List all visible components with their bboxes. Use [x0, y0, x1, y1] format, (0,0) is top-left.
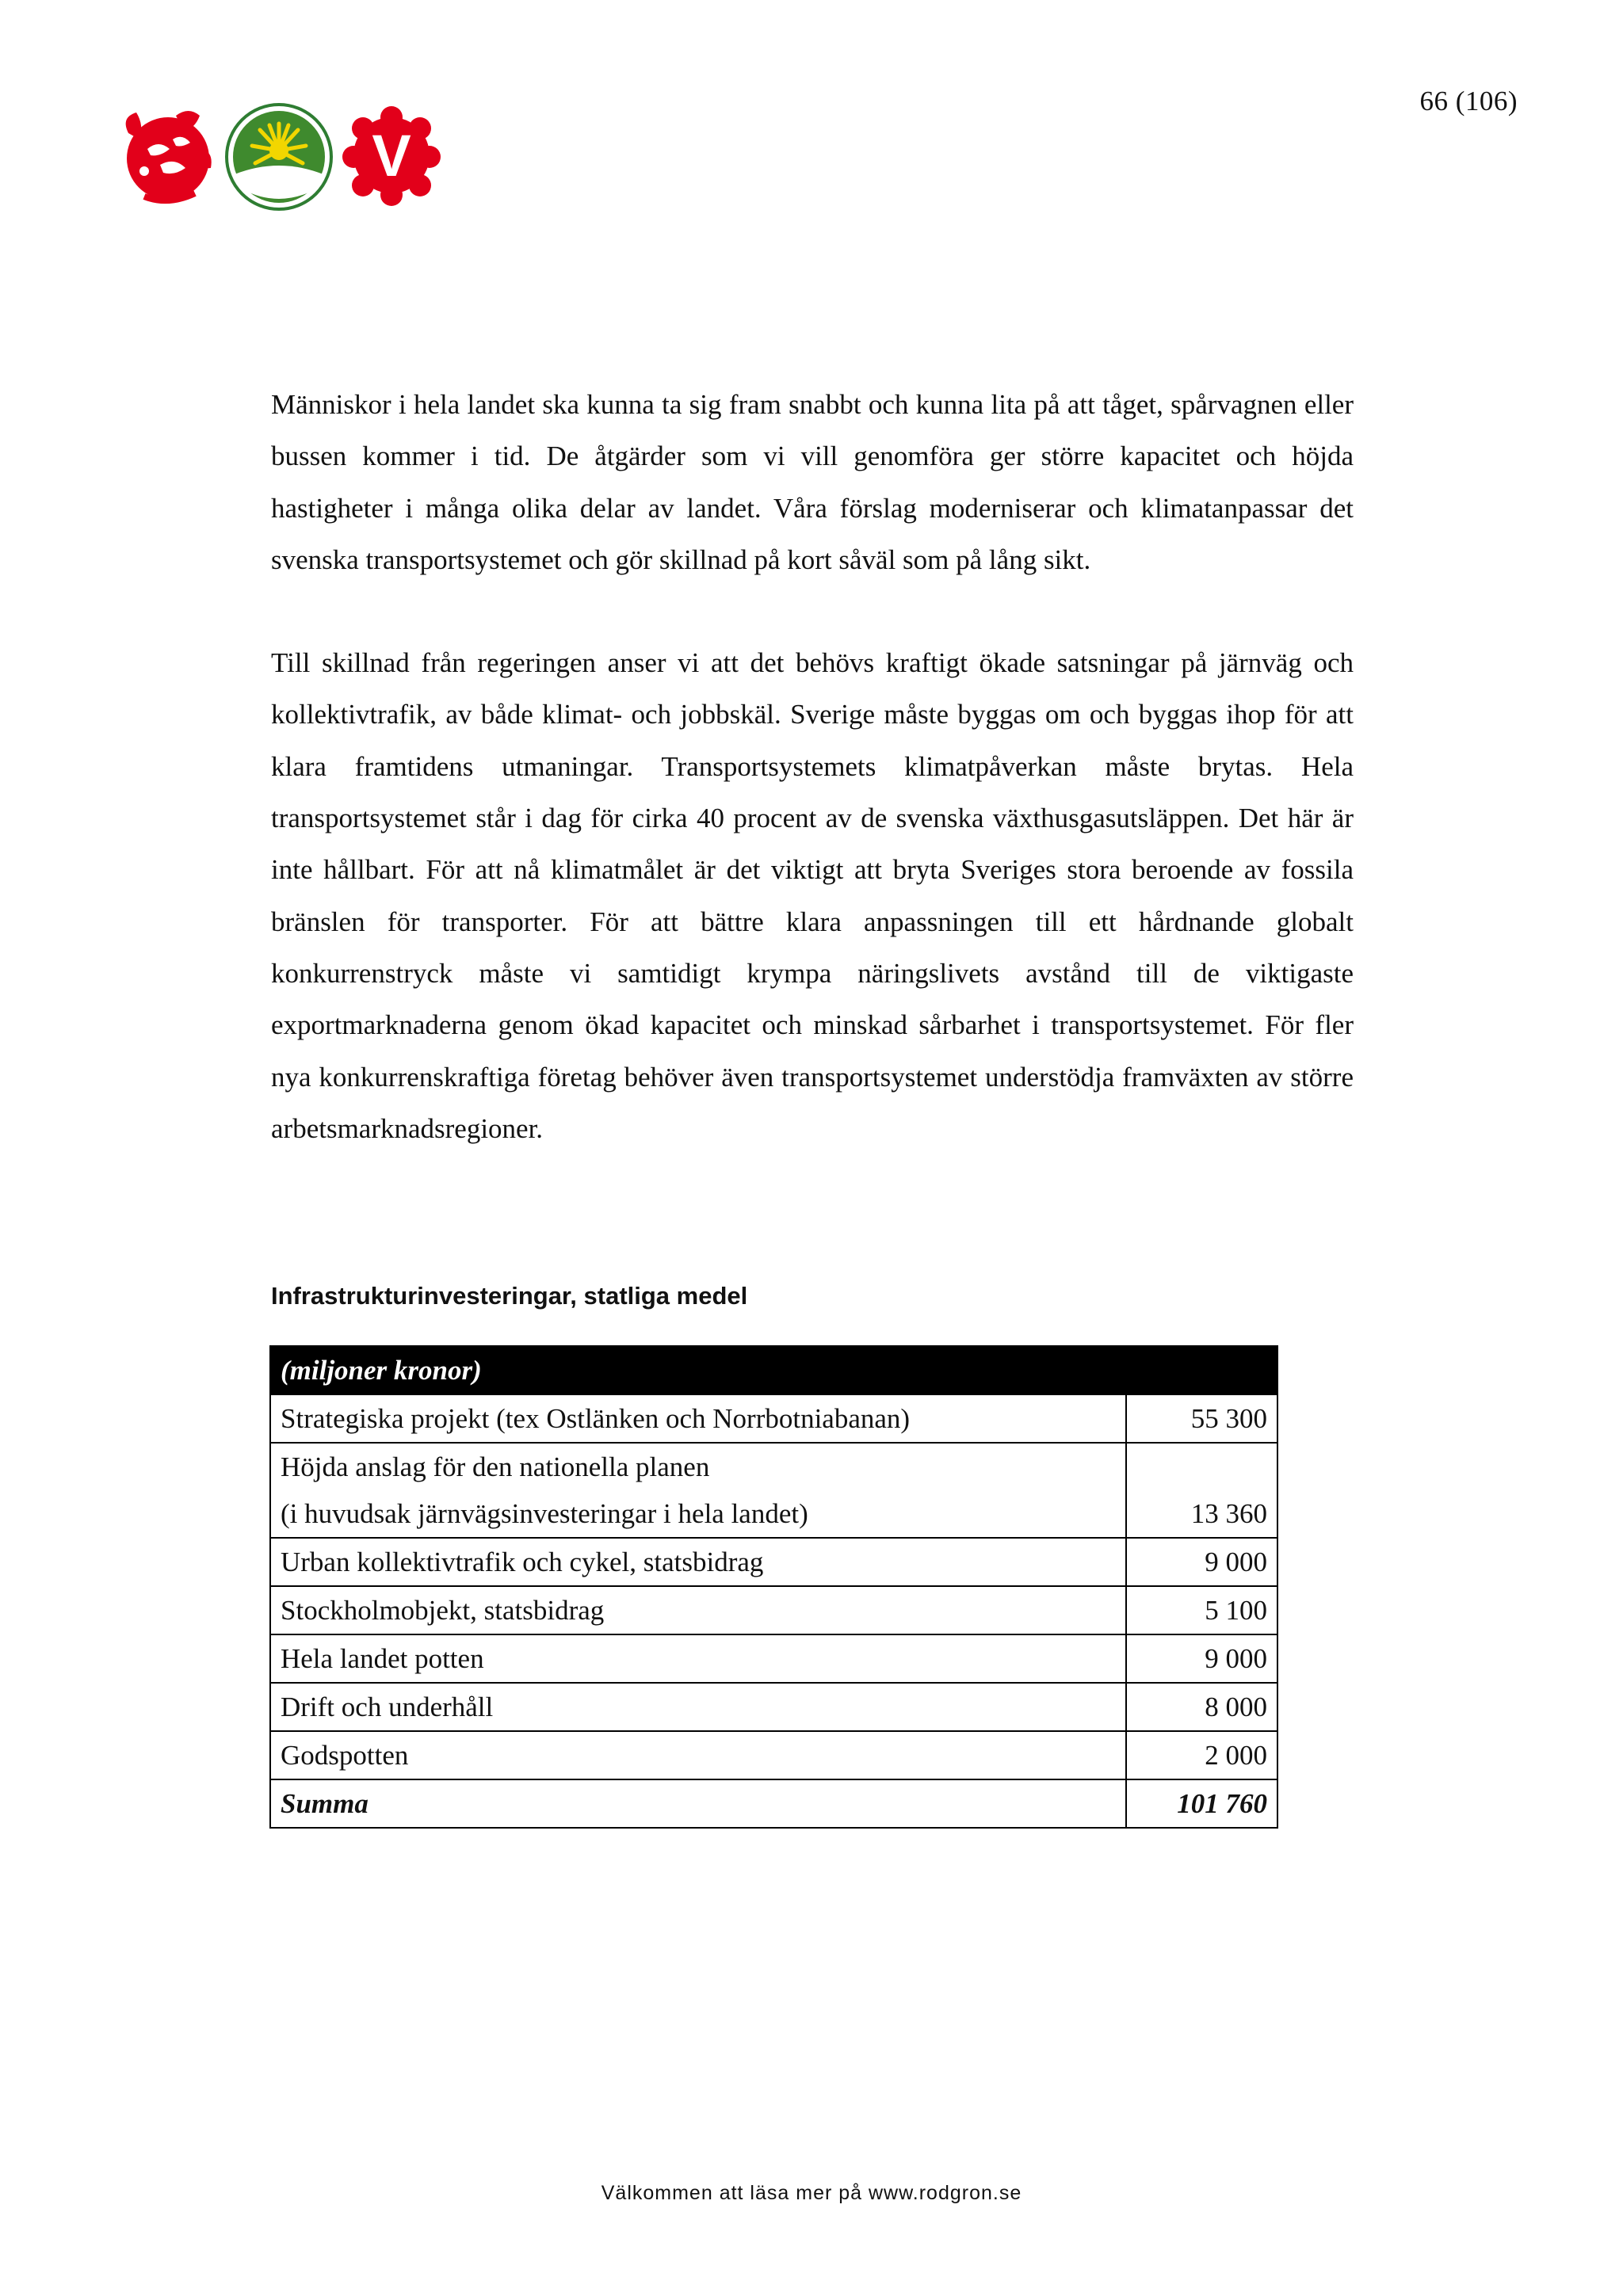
row-value: 2 000 [1126, 1731, 1277, 1779]
table-row [270, 1731, 1277, 1779]
page-number: 66 (106) [1419, 86, 1518, 116]
infrastructure-table [269, 1345, 1278, 1829]
row-label: Hela landet potten [270, 1634, 1126, 1683]
svg-text:V: V [372, 123, 411, 189]
body-text [271, 379, 1354, 1206]
sum-label: Summa [270, 1779, 1126, 1828]
paragraph: Människor i hela landet ska kunna ta sig fram snabbt och kunna lita på att tåget, spårvagnen eller bussen kommer i tid. De åtgärder som vi vill genomföra ger större kapacitet och höjda hastigheter i många olika delar av landet. Våra förslag moderniserar och klimatanpassar det svenska transportsystemet och gör skillnad på kort såväl som på lång sikt. [271, 389, 1354, 575]
table-header-row [270, 1346, 1277, 1394]
table-title: Infrastrukturinvesteringar, statliga medel [271, 1282, 748, 1310]
table-row [270, 1538, 1277, 1586]
rose-logo-icon [113, 101, 216, 212]
dandelion-logo-icon [223, 101, 334, 212]
row-value: 9 000 [1126, 1634, 1277, 1683]
row-label: Godspotten [270, 1731, 1126, 1779]
row-value: 55 300 [1126, 1394, 1277, 1443]
table-row [270, 1394, 1277, 1443]
row-value: 9 000 [1126, 1538, 1277, 1586]
table-row [270, 1443, 1277, 1538]
v-logo-icon [341, 101, 442, 209]
table-row [270, 1586, 1277, 1634]
row-label: Strategiska projekt (tex Ostlänken och Norrbotniabanan) [270, 1394, 1126, 1443]
table-row [270, 1634, 1277, 1683]
row-label: Urban kollektivtrafik och cykel, statsbidrag [270, 1538, 1126, 1586]
row-label: Stockholmobjekt, statsbidrag [270, 1586, 1126, 1634]
table-row [270, 1683, 1277, 1731]
paragraph: Till skillnad från regeringen anser vi att det behövs kraftigt ökade satsningar på järnväg och kollektivtrafik, av både klimat- och jobbskäl. Sverige måste byggas om och byggas ihop för att klara framtidens utmaningar. Transportsystemets klimatpåverkan måste brytas. Hela transportsystemet står i dag för cirka 40 procent av de svenska växthusgasutsläppen. Det här är inte hållbart. För att nå klimatmålet är det viktigt att bryta Sveriges stora beroende av fossila bränslen för transporter. För att bättre klara anpassningen till ett hårdnande globalt konkurrenstryck måste vi samtidigt krympa näringslivets avstånd till de viktigaste exportmarknaderna genom ökad kapacitet och minskad sårbarhet i transportsystemet. För fler nya konkurrenskraftiga företag behöver även transportsystemet understödja framväxten av större arbetsmarknadsregioner. [271, 647, 1354, 1144]
row-label-line: (i huvudsak järnvägsinvesteringar i hela landet) [281, 1498, 808, 1529]
row-label: Drift och underhåll [270, 1683, 1126, 1731]
party-logos [113, 101, 445, 212]
sum-value: 101 760 [1126, 1779, 1277, 1828]
footer-text: Välkommen att läsa mer på www.rodgron.se [601, 2182, 1022, 2204]
row-label [270, 1443, 1126, 1538]
row-value: 8 000 [1126, 1683, 1277, 1731]
row-value: 13 360 [1126, 1443, 1277, 1538]
row-value: 5 100 [1126, 1586, 1277, 1634]
row-label-line: Höjda anslag för den nationella planen [281, 1451, 710, 1482]
table-sum-row [270, 1779, 1277, 1828]
table-header: (miljoner kronor) [270, 1346, 1277, 1394]
